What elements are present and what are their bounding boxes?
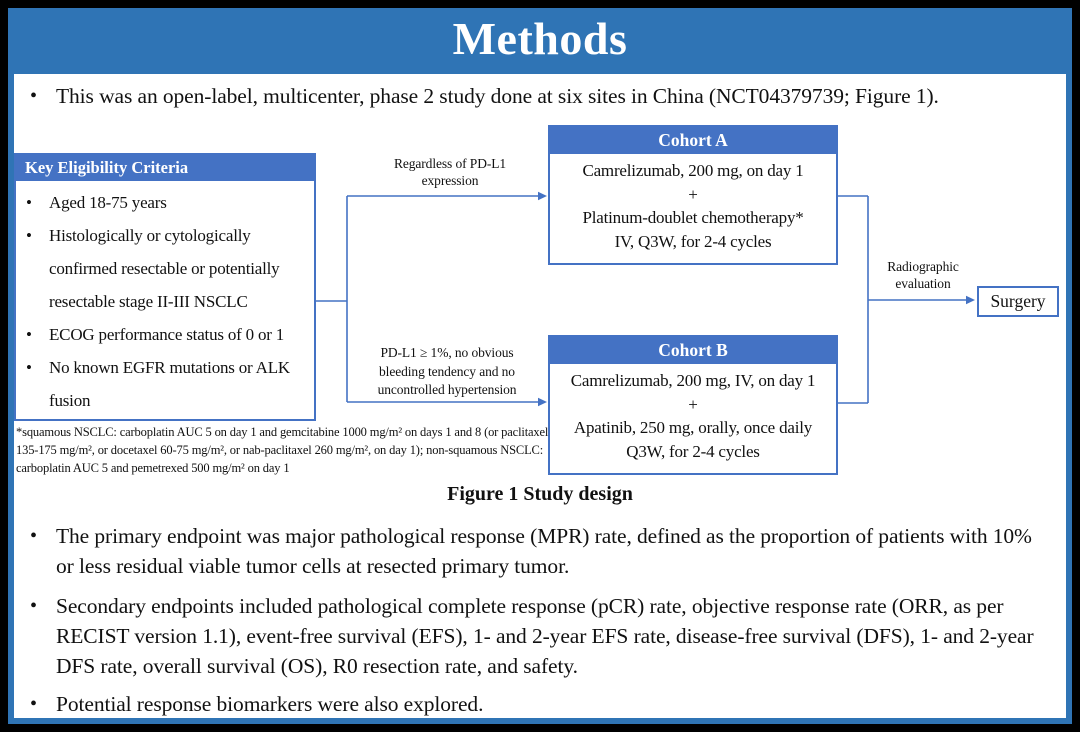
cohort-b-box	[548, 335, 838, 475]
cohort-b-line: Apatinib, 250 mg, orally, once daily	[573, 418, 813, 437]
bullet-study-overview	[30, 81, 1045, 111]
eligibility-item	[26, 219, 312, 318]
slide-title-bar	[8, 8, 1072, 74]
branch-label-cohort-a: Regardless of PD-L1 expression	[393, 156, 507, 188]
cohort-a-line: IV, Q3W, for 2-4 cycles	[614, 231, 772, 251]
bullet-biomarkers	[30, 689, 1042, 719]
surgery-label: Surgery	[990, 291, 1046, 311]
eligibility-item	[26, 351, 312, 417]
bullet-marker: •	[30, 693, 38, 715]
bullet-marker: •	[26, 193, 32, 212]
bullet-text: The primary endpoint was major pathological response (MPR) rate, defined as the proportion of patients with 10% or less residual viable tumor cells at resected primary tumor.	[56, 524, 1032, 578]
bullet-primary-endpoint	[30, 521, 1042, 581]
cohort-b-line: Q3W, for 2-4 cycles	[626, 441, 760, 461]
chemotherapy-footnote: *squamous NSCLC: carboplatin AUC 5 on day 1 and gemcitabine 1000 mg/m² on days 1 and 8 (or paclitaxel 135-175 mg/m², or docetaxel 60-75 mg/m², or nab-paclitaxel 260 mg/m², on day 1); non-squamous NSCLC: carboplatin AUC 5 and pemetrexed 500 mg/m² on day 1	[16, 425, 549, 475]
figure-caption: Figure 1 Study design	[447, 483, 633, 505]
cohort-b-line: +	[688, 394, 698, 414]
bullet-secondary-endpoints	[30, 591, 1042, 681]
eligibility-item-text: ECOG performance status of 0 or 1	[49, 325, 285, 344]
page-title: Methods	[452, 13, 628, 64]
eligibility-item	[26, 186, 312, 219]
bullet-text: This was an open-label, multicenter, phase 2 study done at six sites in China (NCT04379739; Figure 1).	[56, 84, 939, 108]
bullet-marker: •	[26, 325, 32, 344]
bullet-marker: •	[30, 85, 38, 107]
surgery-box	[977, 286, 1059, 317]
cohort-b-body	[550, 364, 836, 463]
bullet-marker: •	[30, 595, 38, 617]
eligibility-item-text: Histologically or cytologically confirmed resectable or potentially resectable stage II-III NSCLC	[49, 226, 280, 311]
eligibility-list	[16, 186, 314, 417]
eligibility-box	[14, 153, 316, 421]
branch-label-cohort-b: PD-L1 ≥ 1%, no obvious bleeding tendency and no uncontrolled hypertension	[377, 345, 517, 397]
cohort-a-line: Platinum-doublet chemotherapy*	[582, 208, 804, 227]
bullet-marker: •	[30, 525, 38, 547]
eligibility-header: Key Eligibility Criteria	[16, 155, 314, 181]
cohort-a-line: Camrelizumab, 200 mg, on day 1	[582, 161, 804, 180]
bullet-text: Potential response biomarkers were also explored.	[56, 692, 484, 716]
eligibility-item-text: No known EGFR mutations or ALK fusion	[49, 358, 290, 410]
eligibility-item-text: Aged 18-75 years	[49, 193, 167, 212]
cohort-a-header: Cohort A	[550, 127, 836, 154]
cohort-b-header: Cohort B	[550, 337, 836, 364]
cohort-a-box	[548, 125, 838, 265]
cohort-a-body	[550, 154, 836, 253]
bullet-text: Secondary endpoints included pathological complete response (pCR) rate, objective response rate (ORR, as per RECIST version 1.1), event-free survival (EFS), 1- and 2-year EFS rate, disease-free survival (DFS), 1- and 2-year DFS rate, overall survival (OS), R0 resection rate, and safety.	[56, 594, 1034, 678]
radiographic-evaluation-label: Radiographic evaluation	[887, 259, 959, 291]
bullet-marker: •	[26, 358, 32, 377]
cohort-b-line: Camrelizumab, 200 mg, IV, on day 1	[570, 371, 816, 390]
cohort-a-line: +	[688, 184, 698, 204]
bullet-marker: •	[26, 226, 32, 245]
eligibility-item	[26, 318, 312, 351]
